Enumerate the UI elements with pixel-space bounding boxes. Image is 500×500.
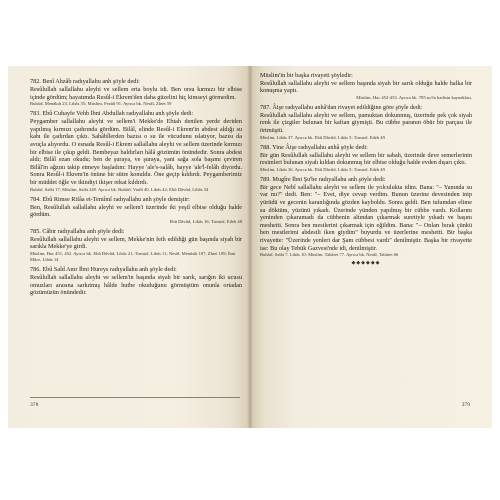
hadith-heading: 783. Ebû Cuhayfe Vehb İbni Abdullah radıyallahu anh şöyle dedi: <box>30 110 194 118</box>
hadith-source: Ebû Dâvûd, Libâs 16; Tirmizî, Edeb 48 <box>169 218 242 224</box>
hadith-785 <box>30 228 242 263</box>
right-page <box>250 66 492 428</box>
hadith-789 <box>260 176 472 266</box>
hadith-heading: 782. Benî Ahzâb radıyallahu anh şöyle dedi: <box>30 78 140 85</box>
hadith-heading: 784. Ebû Rimse Rifâa et-Temîmî radıyallahu anh şöyle demiştir: <box>30 195 190 203</box>
hadith-786-continued <box>260 72 472 101</box>
hadith-source: Müslim, Libâs 37. Ayrıca bk. Ebû Dâvûd, Libâs 5; Tirmizî, Edeb 49 <box>260 134 385 140</box>
hadith-heading: 789. Mugîre İbni Şu'be radıyallahu anh şöyle dedi: <box>260 175 386 183</box>
hadith-text: Peygamber sallallahu aleyhi ve sellem'i Mekke'de Ebtah denilen yerde deriden yapılmış kırmızı çadırında gördüm. Bilâl, elinde Resûl-i Ekrem'in abdest aldığı su kabı ile çadırdan çıktı. Sahâbîlerden bazısı o su ile vücudunu ıslatıyor, bazısı da avuçla alıyordu. O esnada Resûl-i Ekrem sallallahu aleyhi ve sellem üzerinde kırmızı bir elbise ile çıkıp geldi. Bembeyaz baldırları hâlâ gözümün önündedir. Sonra abdest aldı; Bilâl ezan okudu; ben de şuraya, ve şuraya, yani sağa sola başımı çeviren Bilâl'in ağzını takip etmeye başladım: Hayye 'ale's-salâh, hayye 'ale'l-felâh diyordu. Sonra Resûl-i Ekrem'in önüne bir sütre konuldu. Öne geçip kıldırdı. Peygamberimiz bir müddet öğle ve ikindiyi ikişer rekat kıldırdı. <box>30 118 242 186</box>
hadith-text: Müslim'in bir başka rivayeti şöyledir: <box>260 72 353 79</box>
page-number: 378 <box>30 402 39 408</box>
hadith-source: Müslim, Libâs 36. Ayrıca bk. Ebû Dâvûd, Libâs 5; Tirmizî, Edeb 49 <box>260 166 385 172</box>
hadith-text: Ben, Resûlullah sallallahu aleyhi ve sellem'i üzerinde iki yeşil elbise olduğu halde gördüm. <box>30 203 242 219</box>
hadith-text: Bir gün Resûlullah sallallahu aleyhi ve sellem bir sabah, üzerinde deve semerlerinin resimleri bulunan siyah kıldan dokunmuş bir elbise olduğu halde evden dışarı çıktı. <box>260 151 472 167</box>
footer-rule <box>30 397 240 398</box>
hadith-784 <box>30 196 242 225</box>
hadith-source: Müslim, Hac 452-453. Ayrıca bk. 785 no'lu hadisin kaynakları. <box>356 94 472 100</box>
hadith-782 <box>30 78 242 107</box>
hadith-source: Buhârî, Salât 17; Müslim, Salât 249. Ayrıca bk. Buhârî, Vudû 40, Libâs 42; Ebû Dâvûd, Libâs 34 <box>30 186 209 192</box>
hadith-source: Müslim, Hac 451, 452. Ayrıca bk. Ebû Dâvûd, Libâs 21; Tirmizî, Libâs 11; Nesâî, Menâsik 107, Zînet 109; İbni Mâce, Libâs 14 <box>30 250 236 262</box>
hadith-text: Resûlullah sallallahu aleyhi ve sellem, pamuktan dokunmuş, üzerinde pek çok siyah renk ile çizgiler bulunan bir kaftan giymişti. Bu cübbe paranın öbür bir parçası ile örtmüştü. <box>260 111 472 134</box>
hadith-text: Resûlullah sallallahu aleyhi ve sellem başında siyah bir sarık olduğu halde halka bir konuşma yaptı. <box>260 79 472 95</box>
hadith-786 <box>30 266 242 297</box>
hadith-heading: 787. Âişe radıyallahu anhâ'dan rivayet edildiğine göre şöyle dedi: <box>260 103 423 111</box>
hadith-787 <box>260 104 472 141</box>
hadith-source: Buhârî, Salât 7, Libâs 10; Müslim, Tahâret 77. Ayrıca bk. Nesâî, Tahâret 66 <box>260 252 399 258</box>
hadith-heading: 788. Yine Âişe radıyallahu anhâ şöyle dedi: <box>260 143 368 151</box>
hadith-788 <box>260 144 472 173</box>
hadith-text: Resûlullah sallallahu aleyhi ve sellem'in başında siyah bir sarık, sarığın iki ucusu omuzları arasına sarkıtmış hâlde hutbe okuduğunu görmüştüm onunla ortadan gözümüzün önündedir. <box>30 273 242 297</box>
page-number: 379 <box>461 402 470 408</box>
hadith-783 <box>30 110 242 192</box>
open-book <box>8 66 492 428</box>
hadith-heading: 785. Câbir radıyallahu anh şöyle dedi: <box>30 227 125 235</box>
hadith-text: Bir gece Nebî sallallahu aleyhi ve sellem ile yolculukta idim. Bana: "– Yanında su var mı?" dedi. Ben: "– Evet, diye cevap verdim. Bunun üzerine devesinden inip yürüdü ve gecenin karanlığında gözden kayboldu. Sonra geldi. Ben tulumdan elime su döktüm, yüzünü yıkadı. Üzerinde yünden yapılmış bir cübbe vardı. Kollarını yeninden çıkaramadı da cübbenin altından çıkarmak suretiyle yıkadı ve başını meshetti. Sonra ben mestlerini çıkarmak için eğildim. Bana: "– Onları bırak çünkü ben mestlerimi abdestli iken giydim" buyurdu ve üzerlerine meshetti. Bir başka rivayette: "Üzerinde yenleri dar Şam cübbesi vardı" denilmiştir. Başka bir rivayette ise: Bu olay Tebük Gazvesi'nde idi, denilmiştir. <box>260 183 472 252</box>
hadith-heading: 786. Ebû Saîd Amr İbni Hureys radıyallahu anh şöyle dedi: <box>30 265 177 273</box>
left-page <box>8 66 250 428</box>
hadith-text: Resûlullah sallallahu aleyhi ve sellem, Mekke'nin feth edildiği gün başında siyah bir sarıkla Mekke'ye girdi. <box>30 235 242 251</box>
book-gutter <box>247 66 253 428</box>
section-ornament: ◆◆◆◆◆◆ <box>351 261 381 267</box>
hadith-text: Resûlullah sallallahu aleyhi ve sellem erta boylu idi. Ben orsu kırmızı bir elbise içinde gördüm; hayatımda Resûl-i Ekrem'den daha güzelini hiç kimseyi görmedim. <box>30 86 242 101</box>
hadith-source: Buhârî, Menâkıb 23, Libâs 35; Müslim, Fezâil 91. Ayrıca bk. Nesâî, Zînet 59 <box>30 101 172 107</box>
